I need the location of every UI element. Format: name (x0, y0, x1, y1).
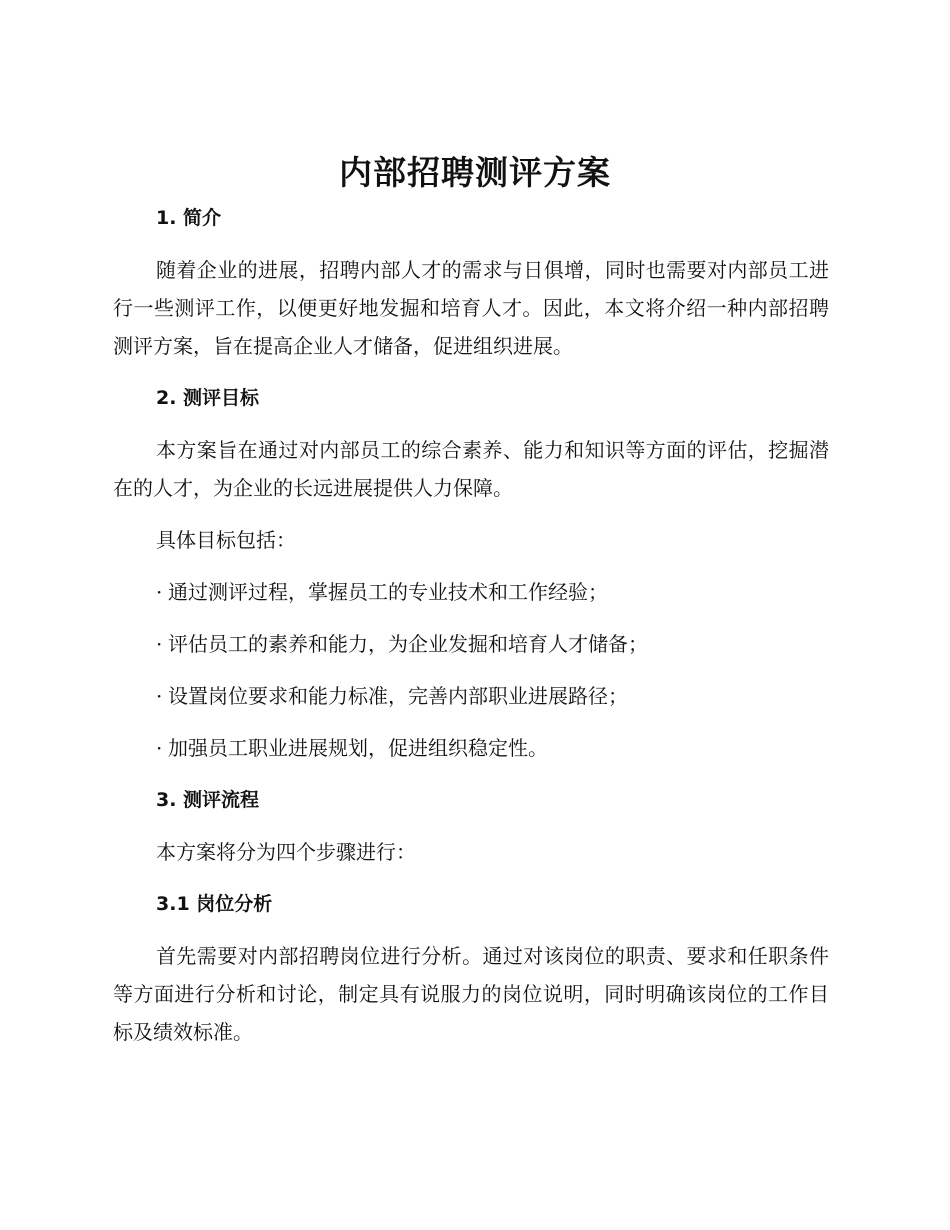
bullet-symbol: · (156, 580, 163, 604)
document-body (113, 203, 829, 1051)
bullet-symbol: · (156, 736, 163, 760)
section-heading-goals: 2. 测评目标 (156, 387, 260, 409)
document-title: 内部招聘测评方案 (339, 153, 611, 192)
section-paragraph-intro: 随着企业的进展，招聘内部人才的需求与日俱增，同时也需要对内部员工进行一些测评工作，以便更好地发掘和培育人才。因此，本文将介绍一种内部招聘测评方案，旨在提高企业人才储备，促进组织进展。 (113, 258, 829, 358)
list-item-text: 通过测评过程，掌握员工的专业技术和工作经验； (168, 580, 608, 604)
list-item-text: 加强员工职业进展规划，促进组织稳定性。 (168, 736, 548, 760)
list-item (156, 729, 829, 767)
list-item-text: 设置岗位要求和能力标准，完善内部职业进展路径； (168, 684, 628, 708)
section-heading-process: 3. 测评流程 (156, 789, 260, 811)
list-item-text: 评估员工的素养和能力，为企业发掘和培育人才储备； (168, 632, 648, 656)
section-paragraph-job-analysis: 首先需要对内部招聘岗位进行分析。通过对该岗位的职责、要求和任职条件等方面进行分析和讨论，制定具有说服力的岗位说明，同时明确该岗位的工作目标及绩效标准。 (113, 944, 829, 1044)
bullet-symbol: · (156, 684, 163, 708)
bullet-symbol: · (156, 632, 163, 656)
list-item (156, 625, 829, 663)
list-item (156, 677, 829, 715)
section-heading-job-analysis: 3.1 岗位分析 (156, 893, 273, 915)
section-paragraph-process: 本方案将分为四个步骤进行： (156, 840, 416, 864)
list-item (156, 573, 829, 611)
section-heading-intro: 1. 简介 (156, 207, 222, 229)
section-paragraph-goals: 本方案旨在通过对内部员工的综合素养、能力和知识等方面的评估，挖掘潜在的人才，为企业的长远进展提供人力保障。 (113, 438, 829, 500)
list-intro: 具体目标包括： (156, 528, 296, 552)
